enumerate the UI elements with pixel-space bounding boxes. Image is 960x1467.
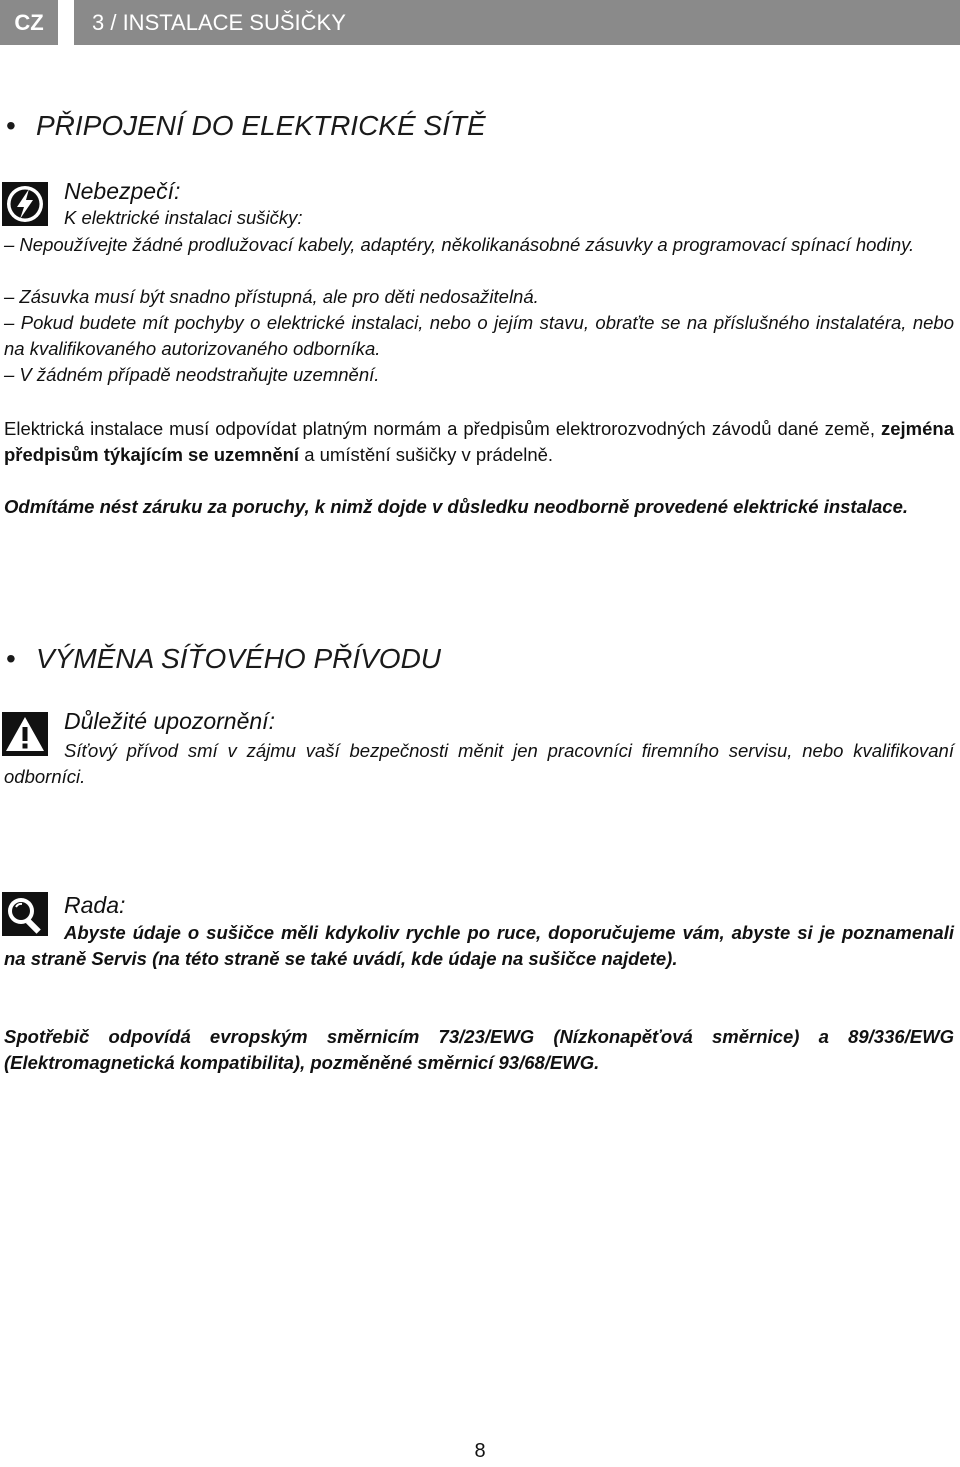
paragraph-emphasis: zejména předpisům týkajícím se uzemnění xyxy=(4,418,954,465)
chapter-title: 3 / INSTALACE SUŠIČKY xyxy=(92,10,346,35)
section-heading-power xyxy=(6,110,486,142)
tip-label: Rada: xyxy=(64,892,126,918)
bullet: • xyxy=(6,110,16,141)
lightning-icon xyxy=(2,182,48,231)
warranty-paragraph: Odmítáme nést záruku za poruchy, k nimž dojde v důsledku neodborně provedené elektrické instalace. xyxy=(4,496,909,517)
tip-text: Abyste údaje o sušičce měli kdykoliv rychle po ruce, doporučujeme vám, abyste si je poznamenali na straně Servis (na této straně se také uvádí, kde údaje na sušičce najdete). xyxy=(4,922,954,969)
danger-item: – V žádném případě neodstraňujte uzemnění. xyxy=(4,364,380,385)
section-title: PŘIPOJENÍ DO ELEKTRICKÉ SÍTĚ xyxy=(36,110,486,141)
section-heading-cable xyxy=(6,643,441,675)
installation-paragraph xyxy=(4,416,954,468)
bullet: • xyxy=(6,643,16,674)
danger-intro: K elektrické instalaci sušičky: xyxy=(64,207,303,228)
danger-item: – Nepoužívejte žádné prodlužovací kabely, adaptéry, několikanásobné zásuvky a programovací spínací hodiny. xyxy=(4,234,915,255)
section-title: VÝMĚNA SÍŤOVÉHO PŘÍVODU xyxy=(36,643,442,674)
compliance-text: Spotřebič odpovídá evropským směrnicím 73/23/EWG (Nízkonapěťová směrnice) a 89/336/EWG (Elektromagnetická kompatibilita), pozměněné směrnicí 93/68/EWG. xyxy=(4,1026,954,1073)
danger-item: – Pokud budete mít pochyby o elektrické instalaci, nebo o jejím stavu, obraťte se na příslušného instalatéra, nebo na kvalifikovaného autorizovaného odborníka. xyxy=(4,312,954,359)
danger-label: Nebezpečí: xyxy=(64,178,181,204)
warning-text: Síťový přívod smí v zájmu vaší bezpečnosti měnit jen pracovníci firemního servisu, nebo kvalifikovaní odborníci. xyxy=(4,740,954,787)
danger-item: – Zásuvka musí být snadno přístupná, ale pro děti nedosažitelná. xyxy=(4,286,539,307)
page-number: 8 xyxy=(474,1440,486,1462)
language-badge: CZ xyxy=(0,0,58,45)
paragraph-text: Elektrická instalace musí odpovídat platným normám a předpisům elektrorozvodných závodů dané země, xyxy=(4,418,881,439)
warning-label: Důležité upozornění: xyxy=(64,708,275,734)
chapter-header xyxy=(74,0,960,45)
paragraph-text: a umístění sušičky v prádelně. xyxy=(299,444,554,465)
